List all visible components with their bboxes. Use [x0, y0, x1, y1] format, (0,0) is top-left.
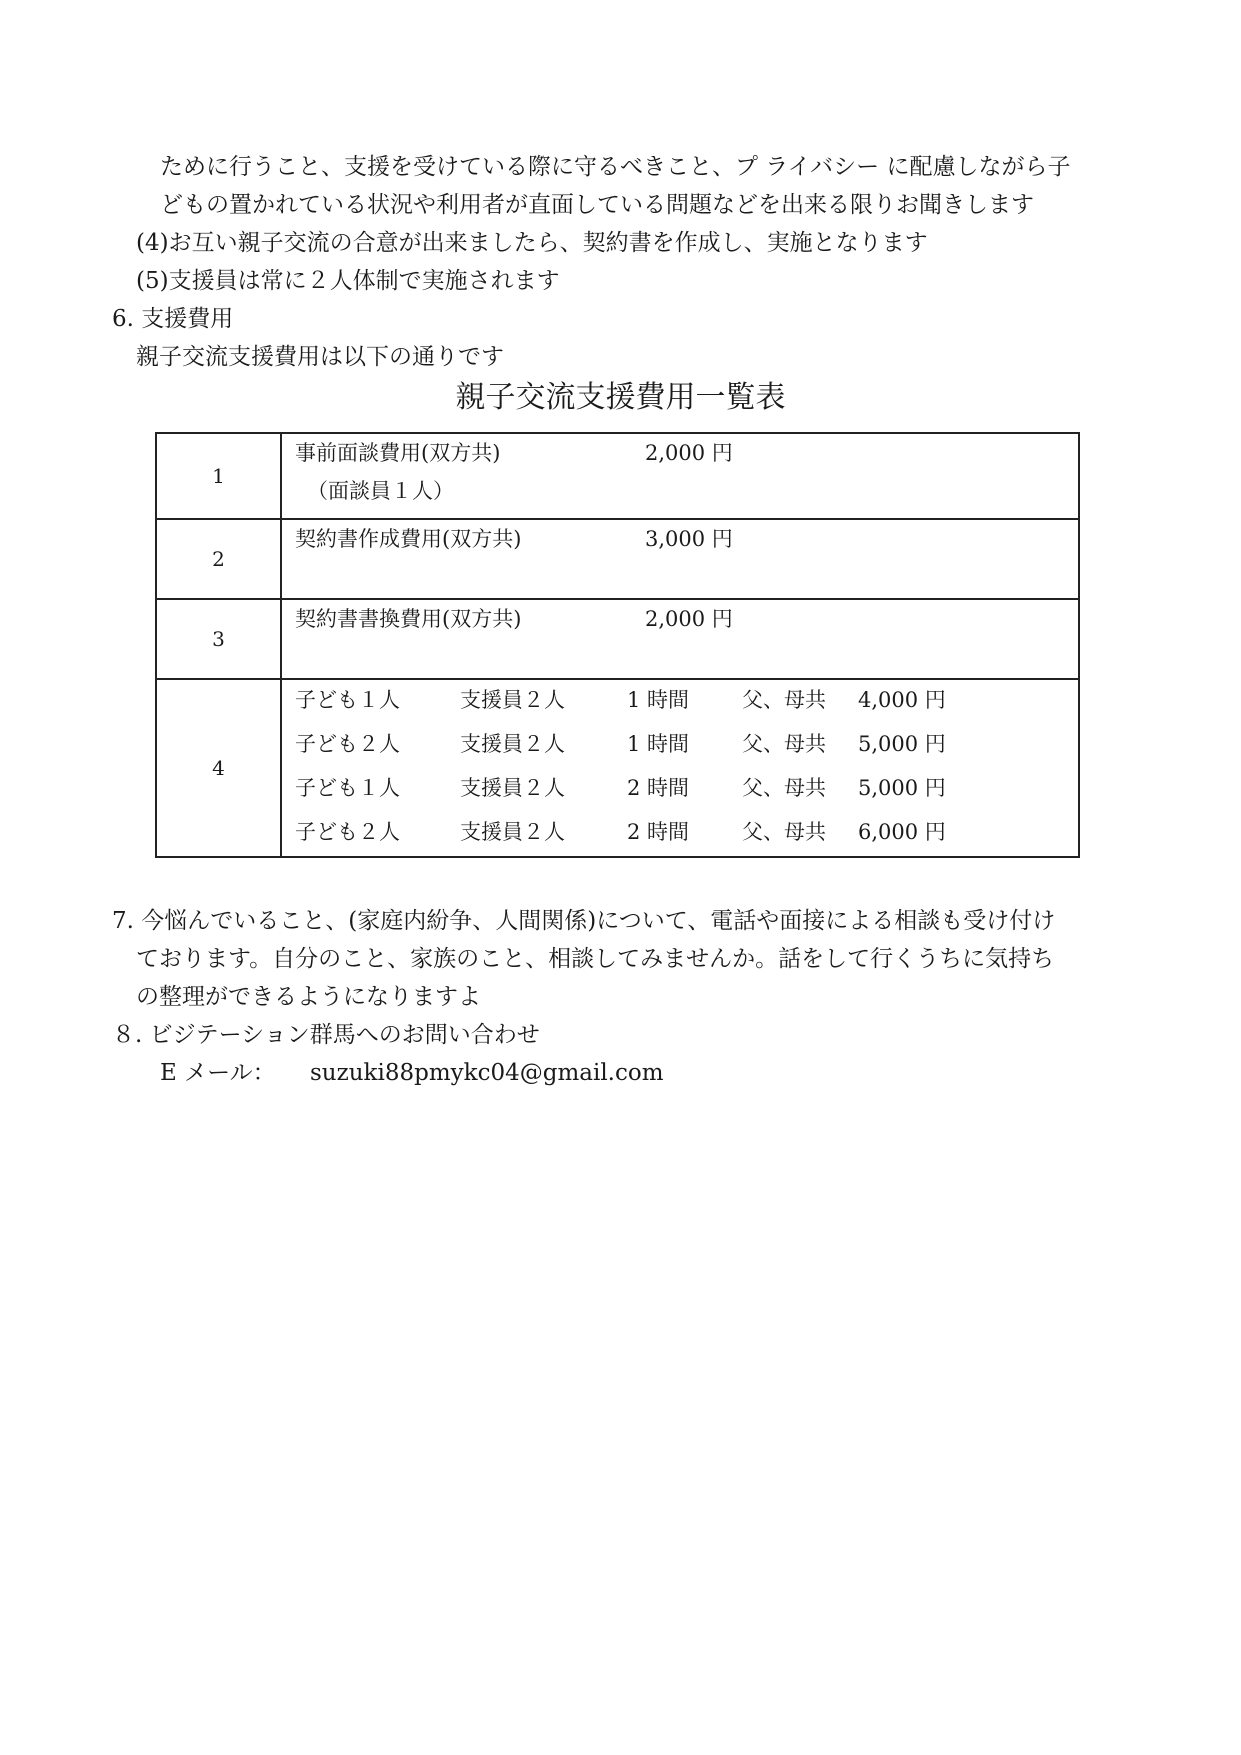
- table-row: [156, 519, 1079, 599]
- visit-fee-line: [295, 724, 1078, 768]
- section-6-text: 親子交流支援費用は以下の通りです: [136, 344, 504, 370]
- row-number: 2: [156, 519, 281, 599]
- fee-note-line: [295, 472, 1078, 510]
- section-7-line: ております。自分のこと、家族のこと、相談してみませんか。話をして行くうちに気持ち: [136, 946, 1055, 972]
- visit-fee-line: [295, 680, 1078, 724]
- visit-time: 1 時間: [627, 688, 690, 712]
- paragraph-line: (4)お互い親子交流の合意が出来ましたら、契約書を作成し、実施となります: [136, 230, 928, 256]
- table-row: [156, 433, 1079, 519]
- fee-label: 事前面談費用(双方共): [295, 441, 501, 465]
- paragraph-line: (5)支援員は常に２人体制で実施されます: [136, 268, 560, 294]
- children-count: 子ども２人: [295, 732, 400, 756]
- parents: 父、母共: [742, 820, 826, 844]
- parents: 父、母共: [742, 688, 826, 712]
- email-label: E メール：: [160, 1060, 276, 1086]
- staff-count: 支援員２人: [460, 776, 565, 800]
- fee-table: [155, 432, 1080, 858]
- section-6-heading: 6. 支援費用: [112, 306, 234, 332]
- staff-count: 支援員２人: [460, 820, 565, 844]
- paragraph-line: どもの置かれている状況や利用者が直面している問題などを出来る限りお聞きします: [160, 192, 1034, 218]
- table-row: [156, 599, 1079, 679]
- row-number: 4: [156, 679, 281, 857]
- visit-amount: 5,000 円: [858, 732, 946, 756]
- table-row: [156, 679, 1079, 857]
- fee-table-title: 親子交流支援費用一覧表: [455, 380, 786, 415]
- fee-note: （面談員１人）: [307, 479, 454, 503]
- children-count: 子ども１人: [295, 688, 400, 712]
- visit-time: 2 時間: [627, 776, 690, 800]
- fee-label: 契約書書換費用(双方共): [295, 607, 522, 631]
- row-number: 3: [156, 599, 281, 679]
- visit-fee-line: [295, 768, 1078, 812]
- row-number: 1: [156, 433, 281, 519]
- fee-line: [295, 600, 1078, 638]
- email-address[interactable]: suzuki88pmykc04@gmail.com: [310, 1060, 664, 1086]
- fee-amount: 3,000 円: [645, 527, 733, 551]
- parents: 父、母共: [742, 776, 826, 800]
- parents: 父、母共: [742, 732, 826, 756]
- fee-amount: 2,000 円: [645, 441, 733, 465]
- section-7-line: 7. 今悩んでいること、(家庭内紛争、人間関係)について、電話や面接による相談も受け付け: [112, 908, 1056, 934]
- fee-line: [295, 520, 1078, 558]
- visit-amount: 4,000 円: [858, 688, 946, 712]
- paragraph-line: ために行うこと、支援を受けている際に守るべきこと、プ ライバシー に配慮しながら子: [160, 154, 1071, 180]
- section-7-line: の整理ができるようになりますよ: [136, 984, 481, 1010]
- staff-count: 支援員２人: [460, 688, 565, 712]
- visit-time: 1 時間: [627, 732, 690, 756]
- section-8-heading: ８. ビジテーション群馬へのお問い合わせ: [112, 1022, 540, 1048]
- children-count: 子ども１人: [295, 776, 400, 800]
- fee-label: 契約書作成費用(双方共): [295, 527, 522, 551]
- children-count: 子ども２人: [295, 820, 400, 844]
- visit-amount: 5,000 円: [858, 776, 946, 800]
- visit-fee-line: [295, 812, 1078, 856]
- visit-amount: 6,000 円: [858, 820, 946, 844]
- staff-count: 支援員２人: [460, 732, 565, 756]
- fee-line: [295, 434, 1078, 472]
- fee-amount: 2,000 円: [645, 607, 733, 631]
- visit-time: 2 時間: [627, 820, 690, 844]
